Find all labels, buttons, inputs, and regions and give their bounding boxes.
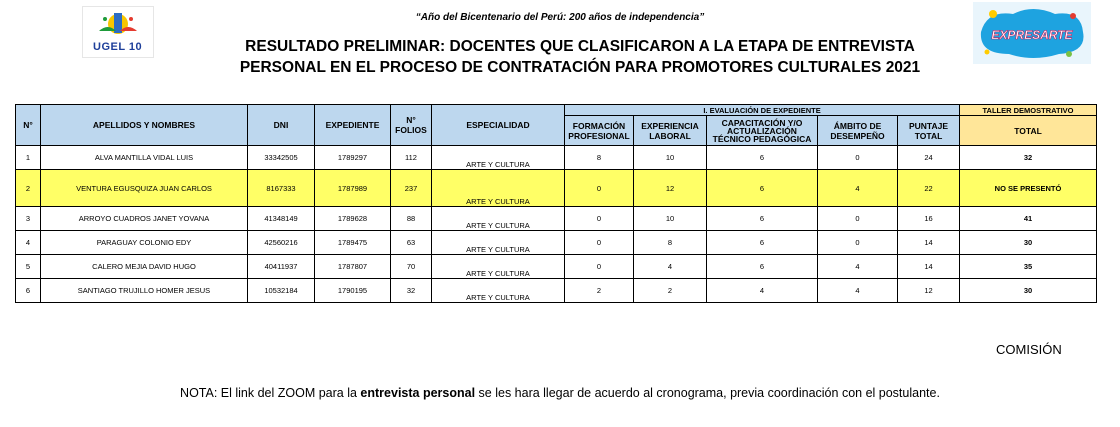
cell-num: 5: [16, 255, 41, 279]
cell-ambito: 0: [818, 146, 898, 170]
cell-formacion: 0: [565, 231, 634, 255]
cell-especialidad: ARTE Y CULTURA: [432, 170, 565, 207]
cell-num: 2: [16, 170, 41, 207]
cell-dni: 42560216: [248, 231, 315, 255]
cell-especialidad: ARTE Y CULTURA: [432, 231, 565, 255]
col-expediente-header: EXPEDIENTE: [315, 105, 391, 146]
table-row: [16, 255, 1097, 279]
col-dni-header: DNI: [248, 105, 315, 146]
col-formacion-header: FORMACIÓN PROFESIONAL: [565, 116, 634, 146]
cell-capacitacion: 6: [707, 170, 818, 207]
evaluacion-group-header: I. EVALUACIÓN DE EXPEDIENTE: [565, 105, 960, 116]
cell-folios: 237: [391, 170, 432, 207]
cell-experiencia: 10: [634, 146, 707, 170]
cell-nombres: PARAGUAY COLONIO EDY: [41, 231, 248, 255]
cell-nombres: CALERO MEJIA DAVID HUGO: [41, 255, 248, 279]
cell-total: 30: [960, 279, 1097, 303]
cell-formacion: 0: [565, 207, 634, 231]
cell-expediente: 1787989: [315, 170, 391, 207]
page-title: [180, 36, 980, 78]
cell-dni: 41348149: [248, 207, 315, 231]
motto-text: “Año del Bicentenario del Perú: 200 años de independencia”: [415, 12, 705, 23]
title-line-2: PERSONAL EN EL PROCESO DE CONTRATACIÓN PARA PROMOTORES CULTURALES 2021: [239, 59, 921, 76]
col-capacitacion-header: CAPACITACIÓN Y/O ACTUALIZACIÓN TÉCNICO PEDAGÓGICA: [707, 116, 818, 146]
table-row: [16, 279, 1097, 303]
col-nombres-header: APELLIDOS Y NOMBRES: [41, 105, 248, 146]
cell-nombres: SANTIAGO TRUJILLO HOMER JESUS: [41, 279, 248, 303]
cell-nombres: ARROYO CUADROS JANET YOVANA: [41, 207, 248, 231]
cell-ambito: 4: [818, 170, 898, 207]
cell-total: 32: [960, 146, 1097, 170]
title-line-1: RESULTADO PRELIMINAR: DOCENTES QUE CLASIFICARON A LA ETAPA DE ENTREVISTA: [245, 38, 915, 55]
cell-folios: 88: [391, 207, 432, 231]
cell-folios: 63: [391, 231, 432, 255]
cell-total: 30: [960, 231, 1097, 255]
cell-expediente: 1789297: [315, 146, 391, 170]
cell-experiencia: 2: [634, 279, 707, 303]
cell-puntaje: 16: [898, 207, 960, 231]
cell-experiencia: 12: [634, 170, 707, 207]
cell-total: 35: [960, 255, 1097, 279]
table-row: [16, 231, 1097, 255]
nota-bold: entrevista personal: [360, 386, 476, 400]
cell-puntaje: 24: [898, 146, 960, 170]
cell-capacitacion: 6: [707, 207, 818, 231]
comision-label: COMISIÓN: [996, 342, 1062, 357]
cell-experiencia: 8: [634, 231, 707, 255]
cell-expediente: 1789475: [315, 231, 391, 255]
cell-capacitacion: 6: [707, 146, 818, 170]
cell-formacion: 0: [565, 255, 634, 279]
cell-num: 1: [16, 146, 41, 170]
results-table: [15, 104, 1097, 303]
cell-capacitacion: 4: [707, 279, 818, 303]
col-especialidad-header: ESPECIALIDAD: [432, 105, 565, 146]
cell-puntaje: 22: [898, 170, 960, 207]
cell-num: 4: [16, 231, 41, 255]
cell-num: 3: [16, 207, 41, 231]
table-row: [16, 207, 1097, 231]
cell-especialidad: ARTE Y CULTURA: [432, 146, 565, 170]
cell-expediente: 1789628: [315, 207, 391, 231]
cell-experiencia: 10: [634, 207, 707, 231]
cell-folios: 112: [391, 146, 432, 170]
cell-formacion: 8: [565, 146, 634, 170]
cell-nombres: VENTURA EGUSQUIZA JUAN CARLOS: [41, 170, 248, 207]
cell-formacion: 0: [565, 170, 634, 207]
expresarte-logo-text: EXPRESARTE: [991, 28, 1073, 42]
col-experiencia-header: EXPERIENCIA LABORAL: [634, 116, 707, 146]
cell-especialidad: ARTE Y CULTURA: [432, 207, 565, 231]
cell-nombres: ALVA MANTILLA VIDAL LUIS: [41, 146, 248, 170]
cell-dni: 10532184: [248, 279, 315, 303]
taller-group-header: TALLER DEMOSTRATIVO: [960, 105, 1097, 116]
col-puntaje-header: PUNTAJE TOTAL: [898, 116, 960, 146]
cell-dni: 33342505: [248, 146, 315, 170]
cell-folios: 70: [391, 255, 432, 279]
cell-ambito: 0: [818, 207, 898, 231]
cell-ambito: 4: [818, 279, 898, 303]
cell-num: 6: [16, 279, 41, 303]
col-ambito-header: ÁMBITO DE DESEMPEÑO: [818, 116, 898, 146]
cell-total: 41: [960, 207, 1097, 231]
cell-expediente: 1790195: [315, 279, 391, 303]
cell-expediente: 1787807: [315, 255, 391, 279]
cell-puntaje: 14: [898, 231, 960, 255]
nota-prefix: NOTA: El link del ZOOM para la: [180, 386, 361, 400]
col-folios-header: N° FOLIOS: [391, 105, 432, 146]
nota-suffix: se les hara llegar de acuerdo al cronograma, previa coordinación con el postulante.: [475, 386, 940, 400]
table-row: [16, 146, 1097, 170]
cell-especialidad: ARTE Y CULTURA: [432, 279, 565, 303]
cell-especialidad: ARTE Y CULTURA: [432, 255, 565, 279]
cell-dni: 8167333: [248, 170, 315, 207]
cell-capacitacion: 6: [707, 255, 818, 279]
col-total-header: TOTAL: [960, 116, 1097, 146]
cell-dni: 40411937: [248, 255, 315, 279]
nota-text: [0, 386, 1120, 400]
cell-experiencia: 4: [634, 255, 707, 279]
ugel-logo-text: UGEL 10: [93, 41, 143, 53]
cell-formacion: 2: [565, 279, 634, 303]
cell-capacitacion: 6: [707, 231, 818, 255]
col-num-header: N°: [16, 105, 41, 146]
cell-puntaje: 14: [898, 255, 960, 279]
cell-ambito: 0: [818, 231, 898, 255]
cell-total: NO SE PRESENTÓ: [960, 170, 1097, 207]
cell-ambito: 4: [818, 255, 898, 279]
cell-folios: 32: [391, 279, 432, 303]
cell-puntaje: 12: [898, 279, 960, 303]
table-row: [16, 170, 1097, 207]
